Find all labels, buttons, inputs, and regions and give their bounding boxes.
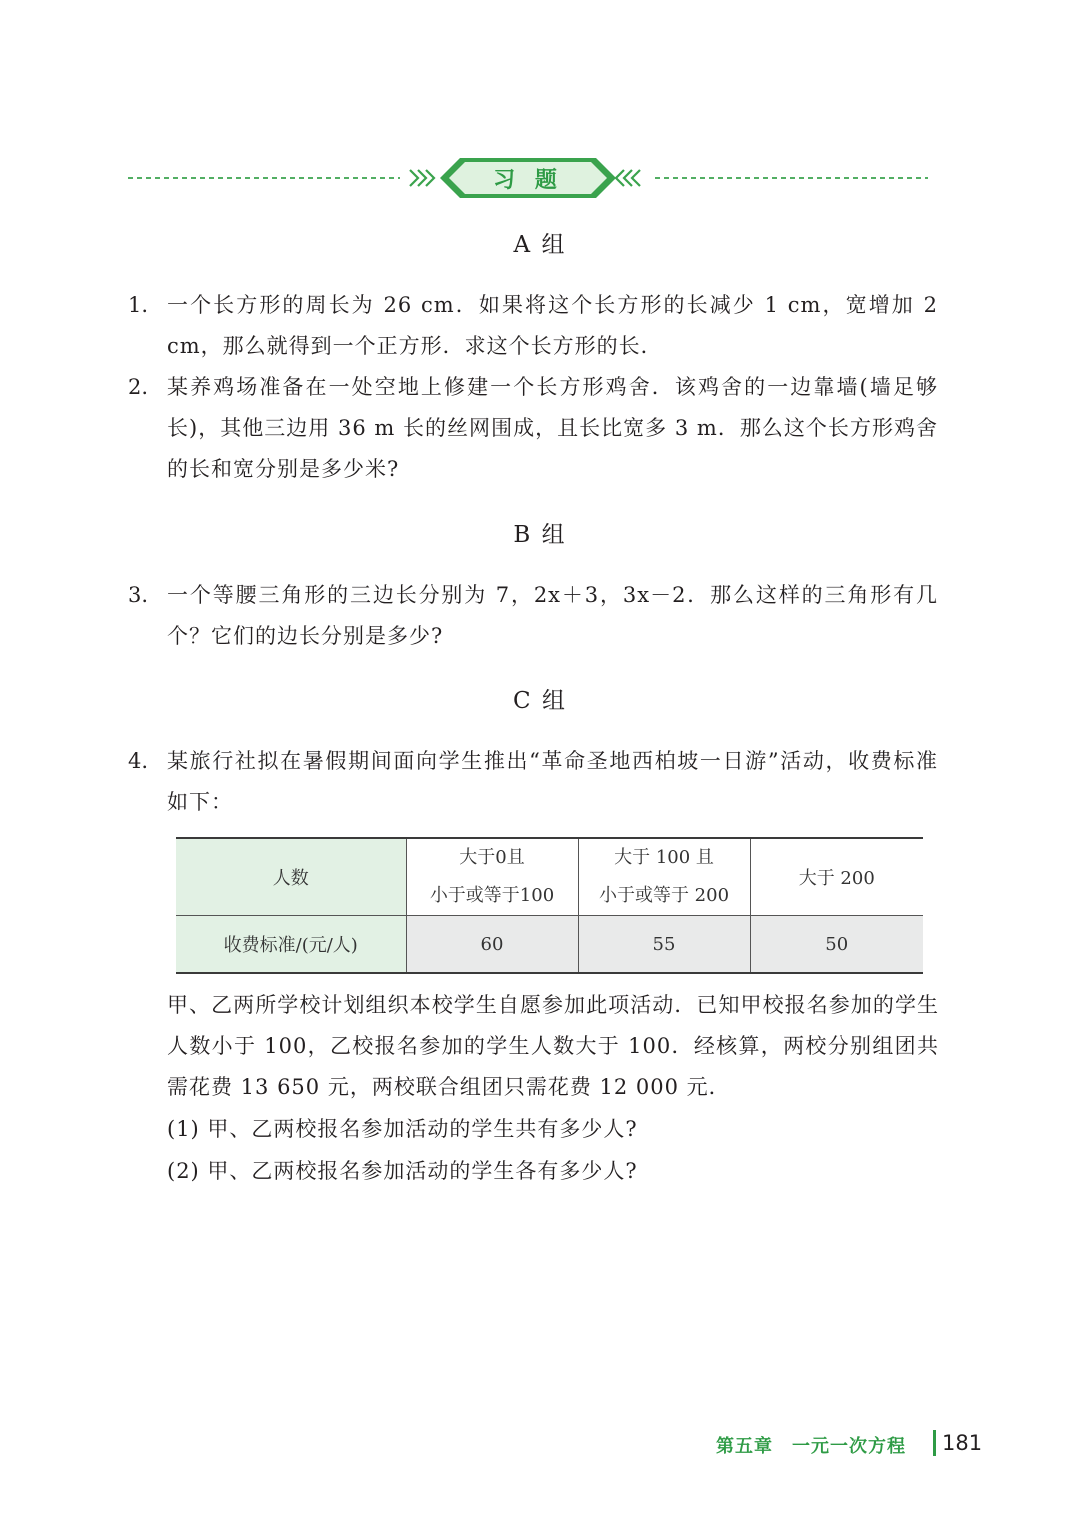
problem-4-continuation: 甲、乙两所学校计划组织本校学生自愿参加此项活动．已知甲校报名参加的学生人数小于 100，乙校报名参加的学生人数大于 100．经核算，两校分别组团共需花费 13 650 元，两校联合组团只需花费 12 000 元．	[167, 993, 939, 1099]
left-chevrons-icon	[410, 170, 434, 186]
row-label-cell: 收费标准/(元/人)	[176, 916, 406, 974]
group-b-heading: B 组	[513, 522, 567, 548]
sub-question-2: (2) 甲、乙两校报名参加活动的学生各有多少人?	[167, 1159, 638, 1183]
banner-title: 习 题	[493, 168, 563, 193]
table-header-row	[176, 838, 923, 916]
page-number: 181	[942, 1431, 983, 1455]
right-chevrons-icon	[616, 170, 640, 186]
sub-question-1: (1) 甲、乙两校报名参加活动的学生共有多少人?	[167, 1117, 638, 1141]
problem-3	[128, 575, 938, 657]
problem-number: 4.	[128, 749, 149, 773]
table-row	[176, 916, 923, 974]
header-cell-range-1	[406, 838, 578, 916]
header-line: 大于 100 且	[614, 847, 714, 868]
fee-cell: 50	[750, 916, 923, 974]
fee-cell: 55	[578, 916, 750, 974]
chapter-title: 第五章 一元一次方程	[716, 1436, 906, 1457]
footer-divider	[933, 1430, 936, 1456]
problem-text: 一个长方形的周长为 26 cm．如果将这个长方形的长减少 1 cm，宽增加 2 cm，那么就得到一个正方形．求这个长方形的长．	[167, 293, 938, 358]
problem-text: 一个等腰三角形的三边长分别为 7，2x＋3，3x－2．那么这样的三角形有几个？它们的边长分别是多少?	[167, 583, 938, 648]
problem-number: 3.	[128, 583, 149, 607]
problem-number: 2.	[128, 375, 149, 399]
header-line: 大于0且	[459, 847, 525, 868]
problem-text: 某养鸡场准备在一处空地上修建一个长方形鸡舍．该鸡舍的一边靠墙(墙足够长)，其他三边用 36 m 长的丝网围成，且长比宽多 3 m．那么这个长方形鸡舍的长和宽分别是多少米?	[167, 375, 938, 481]
group-a-heading: A 组	[513, 232, 567, 258]
header-line: 小于或等于100	[429, 885, 555, 906]
header-cell-range-3: 大于 200	[750, 838, 923, 916]
header-line: 小于或等于 200	[598, 885, 730, 906]
page-footer	[700, 1430, 1000, 1460]
header-cell-range-2	[578, 838, 750, 916]
header-cell-count: 人数	[176, 838, 406, 916]
fee-cell: 60	[406, 916, 578, 974]
problem-number: 1.	[128, 293, 149, 317]
fee-table	[176, 837, 923, 974]
problem-2	[128, 367, 938, 490]
problem-1	[128, 285, 938, 367]
problem-4	[128, 741, 938, 823]
group-c-heading: C 组	[513, 688, 567, 714]
section-banner	[0, 150, 1080, 210]
problem-text: 某旅行社拟在暑假期间面向学生推出“革命圣地西柏坡一日游”活动，收费标准如下：	[167, 749, 938, 814]
